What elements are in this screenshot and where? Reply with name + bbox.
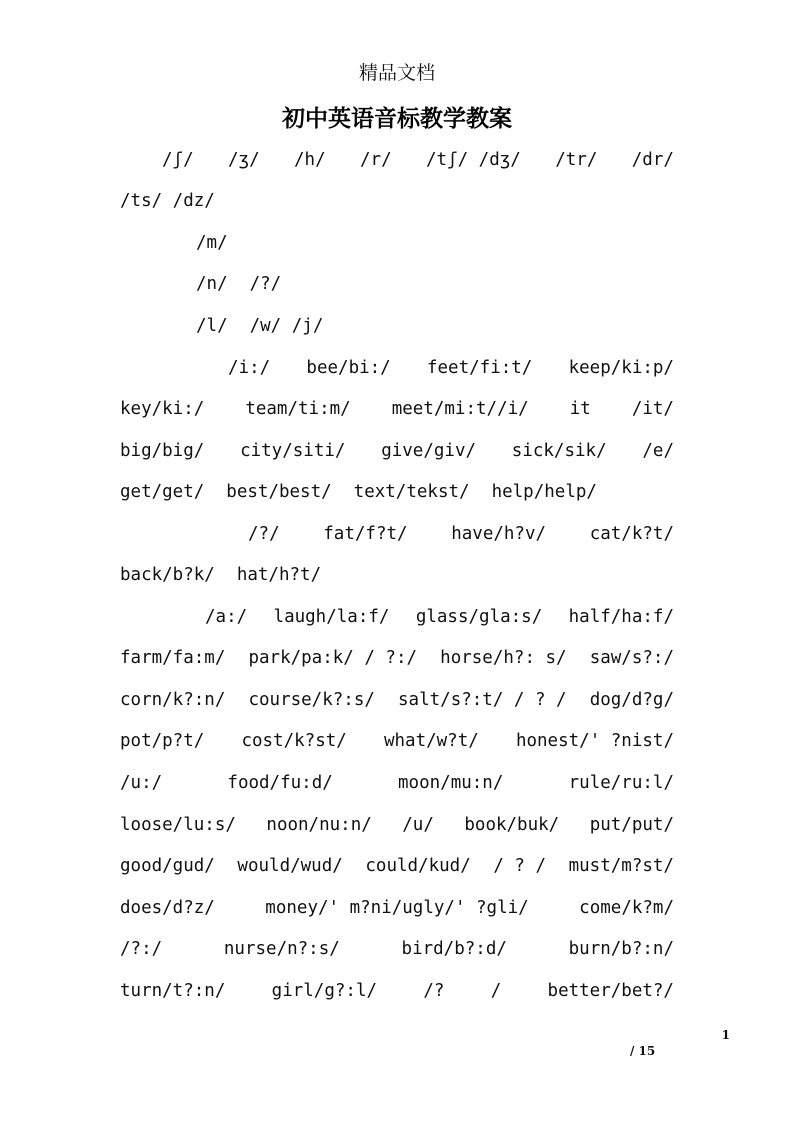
text-line — [120, 685, 674, 715]
text-line — [120, 851, 674, 881]
text-line — [120, 436, 674, 466]
phoneme: /ʃ/ — [162, 150, 194, 170]
word-entry: must/m?st/ — [568, 856, 674, 876]
word-entry: bee/bi:/ — [306, 358, 391, 378]
text-line — [120, 643, 674, 673]
text-line — [196, 228, 674, 258]
word-entry: would/wud/ — [237, 856, 343, 876]
phoneme: /a:/ — [205, 607, 248, 627]
word-entry: have/h?v/ — [451, 524, 547, 544]
text-line — [120, 768, 674, 798]
word-entry: feet/fi:t/ — [426, 358, 533, 378]
word-entry: half/ha:f/ — [568, 607, 674, 627]
word-entry: text/tekst/ — [353, 482, 470, 502]
phoneme: /w/ /j/ — [249, 316, 324, 336]
phoneme: /dr/ — [631, 150, 674, 170]
text-line — [120, 726, 674, 756]
word-entry: best/best/ — [226, 482, 332, 502]
phoneme: /n/ — [196, 274, 228, 294]
word-entry: put/put/ — [589, 815, 674, 835]
text-line — [228, 353, 674, 383]
word-entry: food/fu:d/ — [227, 773, 333, 793]
word-entry: nurse/n?:s/ — [223, 939, 340, 959]
word-entry: better/bet?/ — [547, 981, 674, 1001]
word-entry: rule/ru:l/ — [568, 773, 674, 793]
text-line — [120, 477, 674, 507]
word-entry: it — [569, 399, 591, 419]
text-line — [196, 269, 674, 299]
text-line — [120, 893, 674, 923]
word-entry: get/get/ — [120, 482, 205, 502]
word-entry: key/ki:/ — [120, 399, 205, 419]
phoneme: /tr/ — [555, 150, 598, 170]
word-entry: honest/' ?nist/ — [515, 731, 674, 751]
text-line — [120, 810, 674, 840]
phoneme: /?:/ — [120, 939, 163, 959]
word-entry: city/siti/ — [240, 441, 346, 461]
phoneme: /? — [423, 981, 445, 1001]
word-entry: good/gud/ — [120, 856, 215, 876]
word-entry: burn/b?:n/ — [568, 939, 674, 959]
phoneme: /l/ — [196, 316, 228, 336]
text-line — [162, 145, 674, 175]
word-entry: team/ti:m/ — [245, 399, 351, 419]
word-entry: big/big/ — [120, 441, 205, 461]
word-entry: salt/s?:t/ / ? / — [398, 690, 567, 710]
phoneme: /e/ — [642, 441, 674, 461]
word-entry: park/pa:k/ / ?:/ — [248, 648, 418, 668]
word-entry: saw/s?:/ — [589, 648, 674, 668]
word-entry: girl/g?:l/ — [271, 981, 378, 1001]
word-entry: keep/ki:p/ — [568, 358, 674, 378]
phoneme: /h/ — [294, 150, 326, 170]
phoneme: / — [490, 981, 502, 1001]
phoneme: /ʒ/ — [228, 150, 260, 170]
word-entry: horse/h?: s/ — [440, 648, 567, 668]
phoneme: /tʃ/ /dʒ/ — [426, 150, 521, 170]
text-line — [196, 311, 674, 341]
word-entry: farm/fa:m/ — [120, 648, 226, 668]
word-entry: come/k?m/ — [579, 898, 674, 918]
phoneme: /ts/ /dz/ — [120, 191, 215, 211]
phoneme: /r/ — [360, 150, 392, 170]
word-entry: sick/sik/ — [511, 441, 607, 461]
phoneme: /u:/ — [120, 773, 163, 793]
word-entry: pot/p?t/ — [120, 731, 205, 751]
word-entry: bird/b?:d/ — [401, 939, 507, 959]
word-entry: cost/k?st/ — [241, 731, 347, 751]
text-line — [120, 934, 674, 964]
word-entry: cat/k?t/ — [589, 524, 674, 544]
word-entry: corn/k?:n/ — [120, 690, 226, 710]
word-entry: meet/mi:t//i/ — [391, 399, 529, 419]
page-header: 精品文档 — [358, 62, 435, 84]
word-entry: what/w?t/ — [383, 731, 479, 751]
page-total: / 15 — [630, 1044, 656, 1058]
text-line — [120, 560, 674, 590]
text-line — [205, 602, 674, 632]
text-line — [248, 519, 674, 549]
word-entry: back/b?k/ — [120, 565, 215, 585]
word-entry: loose/lu:s/ — [120, 815, 236, 835]
text-line — [120, 186, 674, 216]
word-entry: could/kud/ — [365, 856, 471, 876]
phoneme: /?/ — [249, 274, 282, 294]
word-entry: help/help/ — [491, 482, 597, 502]
word-entry: book/buk/ — [464, 815, 560, 835]
phoneme: /m/ — [196, 233, 228, 253]
word-entry: laugh/la:f/ — [273, 607, 390, 627]
word-entry: dog/d?g/ — [589, 690, 674, 710]
document-title: 初中英语音标教学教案 — [282, 105, 512, 132]
word-entry: glass/gla:s/ — [415, 607, 543, 627]
phoneme: /u/ — [402, 815, 434, 835]
page-number: 1 — [721, 1028, 730, 1042]
word-entry: turn/t?:n/ — [120, 981, 226, 1001]
word-entry: fat/f?t/ — [323, 524, 408, 544]
word-entry: course/k?:s/ — [248, 690, 375, 710]
phoneme: /?/ — [248, 524, 280, 544]
word-entry: moon/mu:n/ — [398, 773, 504, 793]
word-entry: money/' m?ni/ugly/' ?gli/ — [265, 898, 529, 918]
text-line — [120, 976, 674, 1006]
word-entry: hat/h?t/ — [236, 565, 322, 585]
phoneme: /it/ — [631, 399, 674, 419]
phoneme: / ? / — [493, 856, 547, 876]
phoneme: /i:/ — [228, 358, 271, 378]
word-entry: noon/nu:n/ — [266, 815, 372, 835]
word-entry: give/giv/ — [381, 441, 477, 461]
word-entry: does/d?z/ — [120, 898, 215, 918]
text-line — [120, 394, 674, 424]
